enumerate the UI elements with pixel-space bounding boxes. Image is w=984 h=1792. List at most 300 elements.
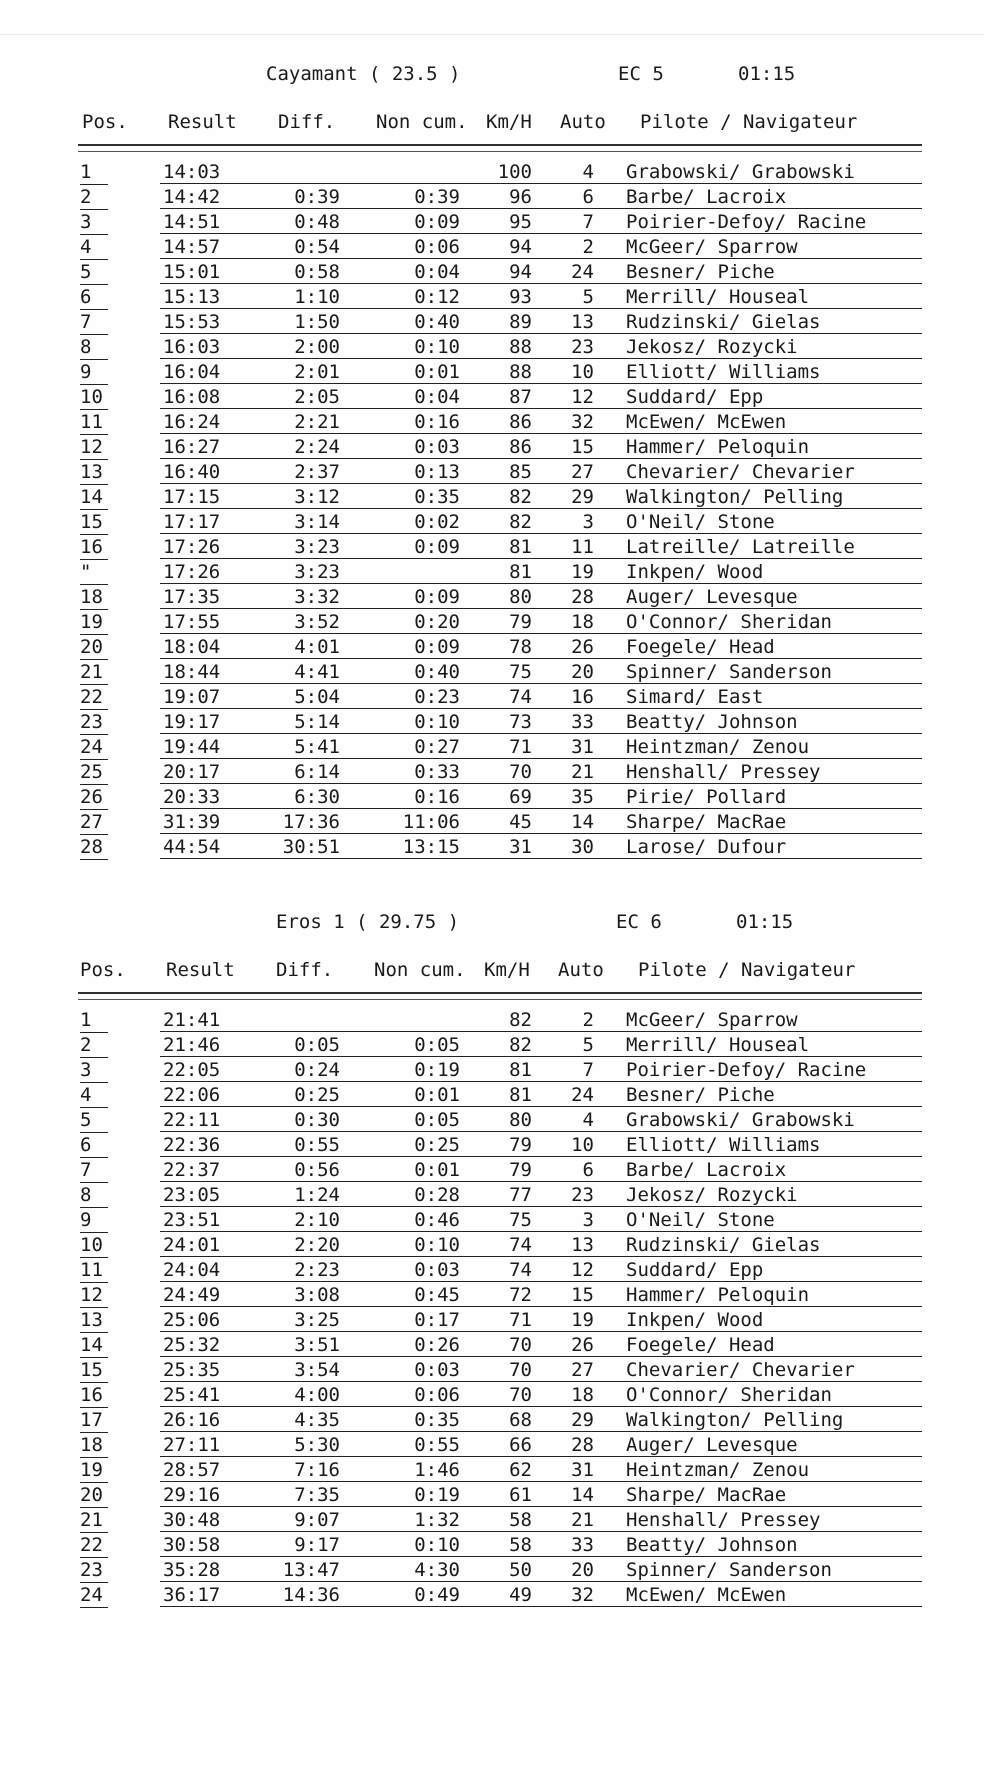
- non-cum-cell: 0:02: [414, 511, 460, 533]
- row-underline: [160, 508, 922, 509]
- kmh-cell: 81: [509, 561, 532, 583]
- position-cell: 16: [80, 1383, 108, 1408]
- result-cell: 16:40: [163, 461, 221, 483]
- table-row: [0, 435, 984, 460]
- kmh-cell: 75: [509, 1209, 532, 1231]
- pilote-navigateur-cell: Jekosz/ Rozycki: [626, 1184, 798, 1206]
- diff-cell: 3:14: [294, 511, 340, 533]
- result-cell: 22:11: [163, 1109, 221, 1131]
- row-underline: [160, 1031, 922, 1032]
- table-row: [0, 1008, 984, 1033]
- auto-cell: 28: [571, 1434, 594, 1456]
- pilote-navigateur-cell: Sharpe/ MacRae: [626, 1484, 787, 1506]
- kmh-cell: 89: [509, 311, 532, 333]
- non-cum-cell: 0:06: [414, 1384, 460, 1406]
- header-auto: Auto: [558, 959, 604, 981]
- diff-cell: 3:23: [294, 536, 340, 558]
- position-cell: 14: [80, 1333, 108, 1358]
- table-row: [0, 1283, 984, 1308]
- pilote-navigateur-cell: Walkington/ Pelling: [626, 486, 844, 508]
- header-pilote-navigateur: Pilote / Navigateur: [638, 959, 856, 981]
- header-double-rule: [78, 144, 922, 152]
- diff-cell: 0:54: [294, 236, 340, 258]
- row-underline: [160, 1606, 922, 1607]
- result-cell: 14:57: [163, 236, 221, 258]
- row-underline: [160, 1231, 922, 1232]
- result-cell: 28:57: [163, 1459, 221, 1481]
- position-cell: 14: [80, 485, 108, 510]
- non-cum-cell: 0:16: [414, 411, 460, 433]
- result-cell: 27:11: [163, 1434, 221, 1456]
- table-row: [0, 1358, 984, 1383]
- pilote-navigateur-cell: McGeer/ Sparrow: [626, 1009, 798, 1031]
- pilote-navigateur-cell: Auger/ Levesque: [626, 1434, 798, 1456]
- result-cell: 17:15: [163, 486, 221, 508]
- non-cum-cell: 0:10: [414, 1534, 460, 1556]
- table-row: [0, 1408, 984, 1433]
- position-cell: ": [80, 560, 108, 585]
- result-cell: 20:17: [163, 761, 221, 783]
- table-row: [0, 560, 984, 585]
- row-underline: [160, 708, 922, 709]
- pilote-navigateur-cell: McGeer/ Sparrow: [626, 236, 798, 258]
- non-cum-cell: 11:06: [402, 811, 460, 833]
- position-cell: 25: [80, 760, 108, 785]
- table-row: [0, 1183, 984, 1208]
- result-cell: 16:03: [163, 336, 221, 358]
- kmh-cell: 58: [509, 1534, 532, 1556]
- auto-cell: 7: [582, 1059, 594, 1081]
- pilote-navigateur-cell: Chevarier/ Chevarier: [626, 1359, 855, 1381]
- table-row: [0, 410, 984, 435]
- header-diff: Diff.: [276, 959, 334, 981]
- result-cell: 16:24: [163, 411, 221, 433]
- position-cell: 18: [80, 1433, 108, 1458]
- kmh-cell: 93: [509, 286, 532, 308]
- result-cell: 15:53: [163, 311, 221, 333]
- table-row: [0, 285, 984, 310]
- diff-cell: 2:20: [294, 1234, 340, 1256]
- result-cell: 29:16: [163, 1484, 221, 1506]
- position-cell: 19: [80, 1458, 108, 1483]
- auto-cell: 15: [571, 436, 594, 458]
- row-underline: [160, 583, 922, 584]
- table-row: [0, 1583, 984, 1608]
- result-cell: 25:06: [163, 1309, 221, 1331]
- result-cell: 17:26: [163, 536, 221, 558]
- table-row: [0, 660, 984, 685]
- non-cum-cell: 0:39: [414, 186, 460, 208]
- diff-cell: 2:24: [294, 436, 340, 458]
- position-cell: 2: [80, 185, 108, 210]
- table-row: [0, 685, 984, 710]
- table-row: [0, 160, 984, 185]
- result-cell: 16:08: [163, 386, 221, 408]
- row-underline: [160, 308, 922, 309]
- auto-cell: 19: [571, 561, 594, 583]
- auto-cell: 28: [571, 586, 594, 608]
- kmh-cell: 81: [509, 1084, 532, 1106]
- result-cell: 14:03: [163, 161, 221, 183]
- row-underline: [160, 283, 922, 284]
- pilote-navigateur-cell: Beatty/ Johnson: [626, 711, 798, 733]
- table-row: [0, 1333, 984, 1358]
- auto-cell: 18: [571, 1384, 594, 1406]
- auto-cell: 29: [571, 1409, 594, 1431]
- non-cum-cell: 1:32: [414, 1509, 460, 1531]
- diff-cell: 6:30: [294, 786, 340, 808]
- result-cell: 23:51: [163, 1209, 221, 1231]
- table-row: [0, 185, 984, 210]
- pilote-navigateur-cell: Rudzinski/ Gielas: [626, 311, 821, 333]
- auto-cell: 12: [571, 386, 594, 408]
- stage-time: 01:15: [736, 911, 794, 933]
- kmh-cell: 50: [509, 1559, 532, 1581]
- kmh-cell: 71: [509, 736, 532, 758]
- position-cell: 26: [80, 785, 108, 810]
- pilote-navigateur-cell: Besner/ Piche: [626, 1084, 775, 1106]
- pilote-navigateur-cell: McEwen/ McEwen: [626, 411, 787, 433]
- diff-cell: 3:23: [294, 561, 340, 583]
- pilote-navigateur-cell: Sharpe/ MacRae: [626, 811, 787, 833]
- result-cell: 44:54: [163, 836, 221, 858]
- row-underline: [160, 1531, 922, 1532]
- auto-cell: 24: [571, 1084, 594, 1106]
- non-cum-cell: 0:04: [414, 386, 460, 408]
- kmh-cell: 70: [509, 1359, 532, 1381]
- kmh-cell: 86: [509, 411, 532, 433]
- kmh-cell: 80: [509, 1109, 532, 1131]
- result-cell: 20:33: [163, 786, 221, 808]
- table-row: [0, 710, 984, 735]
- header-non-cum: Non cum.: [376, 111, 468, 133]
- kmh-cell: 79: [509, 1134, 532, 1156]
- pilote-navigateur-cell: Suddard/ Epp: [626, 1259, 764, 1281]
- position-cell: 5: [80, 260, 108, 285]
- auto-cell: 27: [571, 1359, 594, 1381]
- row-underline: [160, 433, 922, 434]
- result-cell: 24:49: [163, 1284, 221, 1306]
- row-underline: [160, 1581, 922, 1582]
- table-row: [0, 1158, 984, 1183]
- row-underline: [160, 1356, 922, 1357]
- row-underline: [160, 333, 922, 334]
- pilote-navigateur-cell: O'Connor/ Sheridan: [626, 611, 832, 633]
- kmh-cell: 74: [509, 1259, 532, 1281]
- row-underline: [160, 1506, 922, 1507]
- kmh-cell: 66: [509, 1434, 532, 1456]
- auto-cell: 31: [571, 736, 594, 758]
- non-cum-cell: 0:10: [414, 711, 460, 733]
- position-cell: 19: [80, 610, 108, 635]
- auto-cell: 33: [571, 711, 594, 733]
- result-cell: 17:17: [163, 511, 221, 533]
- diff-cell: 3:52: [294, 611, 340, 633]
- auto-cell: 21: [571, 1509, 594, 1531]
- row-underline: [160, 183, 922, 184]
- diff-cell: 0:25: [294, 1084, 340, 1106]
- auto-cell: 4: [582, 1109, 594, 1131]
- kmh-cell: 80: [509, 586, 532, 608]
- non-cum-cell: 0:05: [414, 1034, 460, 1056]
- row-underline: [160, 1131, 922, 1132]
- table-row: [0, 385, 984, 410]
- result-cell: 16:27: [163, 436, 221, 458]
- non-cum-cell: 0:03: [414, 1259, 460, 1281]
- row-underline: [160, 1431, 922, 1432]
- row-underline: [160, 858, 922, 859]
- table-row: [0, 1433, 984, 1458]
- pilote-navigateur-cell: Inkpen/ Wood: [626, 561, 764, 583]
- table-row: [0, 510, 984, 535]
- pilote-navigateur-cell: Larose/ Dufour: [626, 836, 787, 858]
- table-row: [0, 460, 984, 485]
- pilote-navigateur-cell: Jekosz/ Rozycki: [626, 336, 798, 358]
- diff-cell: 7:35: [294, 1484, 340, 1506]
- non-cum-cell: 0:05: [414, 1109, 460, 1131]
- kmh-cell: 82: [509, 511, 532, 533]
- header-diff: Diff.: [278, 111, 336, 133]
- row-underline: [160, 633, 922, 634]
- kmh-cell: 71: [509, 1309, 532, 1331]
- table-row: [0, 1558, 984, 1583]
- diff-cell: 0:05: [294, 1034, 340, 1056]
- kmh-cell: 62: [509, 1459, 532, 1481]
- row-underline: [160, 1556, 922, 1557]
- result-cell: 19:07: [163, 686, 221, 708]
- non-cum-cell: 0:19: [414, 1484, 460, 1506]
- row-underline: [160, 1181, 922, 1182]
- kmh-cell: 69: [509, 786, 532, 808]
- position-cell: 16: [80, 535, 108, 560]
- non-cum-cell: 0:09: [414, 586, 460, 608]
- position-cell: 15: [80, 510, 108, 535]
- result-cell: 17:26: [163, 561, 221, 583]
- row-underline: [160, 1156, 922, 1157]
- position-cell: 3: [80, 1058, 108, 1083]
- position-cell: 18: [80, 585, 108, 610]
- row-underline: [160, 833, 922, 834]
- pilote-navigateur-cell: Hammer/ Peloquin: [626, 1284, 810, 1306]
- non-cum-cell: 0:46: [414, 1209, 460, 1231]
- auto-cell: 2: [582, 236, 594, 258]
- auto-cell: 20: [571, 661, 594, 683]
- kmh-cell: 81: [509, 1059, 532, 1081]
- pilote-navigateur-cell: O'Neil/ Stone: [626, 1209, 775, 1231]
- table-row: [0, 1533, 984, 1558]
- result-cell: 31:39: [163, 811, 221, 833]
- header-result: Result: [166, 959, 235, 981]
- diff-cell: 5:41: [294, 736, 340, 758]
- diff-cell: 5:30: [294, 1434, 340, 1456]
- kmh-cell: 45: [509, 811, 532, 833]
- auto-cell: 3: [582, 1209, 594, 1231]
- auto-cell: 32: [571, 411, 594, 433]
- row-underline: [160, 1406, 922, 1407]
- non-cum-cell: 0:10: [414, 1234, 460, 1256]
- position-cell: 12: [80, 1283, 108, 1308]
- result-cell: 18:44: [163, 661, 221, 683]
- kmh-cell: 95: [509, 211, 532, 233]
- kmh-cell: 87: [509, 386, 532, 408]
- stage-name: Cayamant ( 23.5 ): [266, 63, 461, 85]
- non-cum-cell: 0:40: [414, 311, 460, 333]
- diff-cell: 5:04: [294, 686, 340, 708]
- position-cell: 21: [80, 1508, 108, 1533]
- row-underline: [160, 1081, 922, 1082]
- table-row: [0, 310, 984, 335]
- position-cell: 1: [80, 1008, 108, 1033]
- result-cell: 14:51: [163, 211, 221, 233]
- table-row: [0, 635, 984, 660]
- diff-cell: 9:07: [294, 1509, 340, 1531]
- auto-cell: 26: [571, 636, 594, 658]
- pilote-navigateur-cell: McEwen/ McEwen: [626, 1584, 787, 1606]
- kmh-cell: 74: [509, 1234, 532, 1256]
- auto-cell: 13: [571, 311, 594, 333]
- auto-cell: 26: [571, 1334, 594, 1356]
- kmh-cell: 82: [509, 1034, 532, 1056]
- pilote-navigateur-cell: Henshall/ Pressey: [626, 761, 821, 783]
- result-cell: 30:58: [163, 1534, 221, 1556]
- auto-cell: 15: [571, 1284, 594, 1306]
- position-cell: 5: [80, 1108, 108, 1133]
- kmh-cell: 88: [509, 361, 532, 383]
- row-underline: [160, 733, 922, 734]
- table-row: [0, 1383, 984, 1408]
- non-cum-cell: 0:17: [414, 1309, 460, 1331]
- diff-cell: 7:16: [294, 1459, 340, 1481]
- row-underline: [160, 358, 922, 359]
- position-cell: 21: [80, 660, 108, 685]
- result-cell: 22:05: [163, 1059, 221, 1081]
- row-underline: [160, 1056, 922, 1057]
- non-cum-cell: 0:26: [414, 1334, 460, 1356]
- diff-cell: 1:24: [294, 1184, 340, 1206]
- row-underline: [160, 1481, 922, 1482]
- table-row: [0, 785, 984, 810]
- kmh-cell: 31: [509, 836, 532, 858]
- kmh-cell: 61: [509, 1484, 532, 1506]
- non-cum-cell: 0:09: [414, 536, 460, 558]
- auto-cell: 20: [571, 1559, 594, 1581]
- auto-cell: 31: [571, 1459, 594, 1481]
- position-cell: 23: [80, 1558, 108, 1583]
- result-cell: 30:48: [163, 1509, 221, 1531]
- non-cum-cell: 0:35: [414, 486, 460, 508]
- table-row: [0, 1208, 984, 1233]
- non-cum-cell: 0:03: [414, 436, 460, 458]
- position-cell: 20: [80, 635, 108, 660]
- non-cum-cell: 0:55: [414, 1434, 460, 1456]
- pilote-navigateur-cell: Pirie/ Pollard: [626, 786, 787, 808]
- diff-cell: 3:51: [294, 1334, 340, 1356]
- diff-cell: 2:37: [294, 461, 340, 483]
- auto-cell: 16: [571, 686, 594, 708]
- auto-cell: 33: [571, 1534, 594, 1556]
- position-cell: 13: [80, 460, 108, 485]
- position-cell: 13: [80, 1308, 108, 1333]
- non-cum-cell: 0:49: [414, 1584, 460, 1606]
- position-cell: 17: [80, 1408, 108, 1433]
- pilote-navigateur-cell: Merrill/ Houseal: [626, 286, 810, 308]
- table-row: [0, 585, 984, 610]
- result-cell: 23:05: [163, 1184, 221, 1206]
- diff-cell: 0:56: [294, 1159, 340, 1181]
- header-auto: Auto: [560, 111, 606, 133]
- pilote-navigateur-cell: Elliott/ Williams: [626, 1134, 821, 1156]
- table-row: [0, 260, 984, 285]
- kmh-cell: 72: [509, 1284, 532, 1306]
- diff-cell: 4:00: [294, 1384, 340, 1406]
- auto-cell: 5: [582, 286, 594, 308]
- result-cell: 25:41: [163, 1384, 221, 1406]
- kmh-cell: 100: [497, 161, 532, 183]
- kmh-cell: 85: [509, 461, 532, 483]
- kmh-cell: 70: [509, 1334, 532, 1356]
- diff-cell: 14:36: [282, 1584, 340, 1606]
- position-cell: 27: [80, 810, 108, 835]
- table-row: [0, 810, 984, 835]
- header-double-rule: [78, 992, 922, 1000]
- non-cum-cell: 0:35: [414, 1409, 460, 1431]
- table-row: [0, 1258, 984, 1283]
- result-cell: 24:04: [163, 1259, 221, 1281]
- position-cell: 4: [80, 235, 108, 260]
- row-underline: [160, 783, 922, 784]
- kmh-cell: 96: [509, 186, 532, 208]
- diff-cell: 0:24: [294, 1059, 340, 1081]
- table-row: [0, 1033, 984, 1058]
- kmh-cell: 78: [509, 636, 532, 658]
- kmh-cell: 75: [509, 661, 532, 683]
- diff-cell: 0:48: [294, 211, 340, 233]
- pilote-navigateur-cell: Poirier-Defoy/ Racine: [626, 1059, 867, 1081]
- diff-cell: 0:58: [294, 261, 340, 283]
- pilote-navigateur-cell: Hammer/ Peloquin: [626, 436, 810, 458]
- pilote-navigateur-cell: Henshall/ Pressey: [626, 1509, 821, 1531]
- row-underline: [160, 808, 922, 809]
- result-cell: 24:01: [163, 1234, 221, 1256]
- kmh-cell: 79: [509, 1159, 532, 1181]
- header-kmh: Km/H: [486, 111, 532, 133]
- row-underline: [160, 208, 922, 209]
- row-underline: [160, 1306, 922, 1307]
- page-top-rule: [0, 34, 984, 35]
- diff-cell: 2:01: [294, 361, 340, 383]
- kmh-cell: 82: [509, 1009, 532, 1031]
- table-row: [0, 1508, 984, 1533]
- result-cell: 22:06: [163, 1084, 221, 1106]
- diff-cell: 3:12: [294, 486, 340, 508]
- row-underline: [160, 683, 922, 684]
- row-underline: [160, 658, 922, 659]
- non-cum-cell: 0:16: [414, 786, 460, 808]
- auto-cell: 23: [571, 336, 594, 358]
- non-cum-cell: 0:40: [414, 661, 460, 683]
- auto-cell: 6: [582, 186, 594, 208]
- result-cell: 15:13: [163, 286, 221, 308]
- pilote-navigateur-cell: Spinner/ Sanderson: [626, 661, 832, 683]
- position-cell: 9: [80, 360, 108, 385]
- diff-cell: 9:17: [294, 1534, 340, 1556]
- result-cell: 21:41: [163, 1009, 221, 1031]
- row-underline: [160, 233, 922, 234]
- auto-cell: 12: [571, 1259, 594, 1281]
- row-underline: [160, 608, 922, 609]
- auto-cell: 7: [582, 211, 594, 233]
- pilote-navigateur-cell: Heintzman/ Zenou: [626, 1459, 810, 1481]
